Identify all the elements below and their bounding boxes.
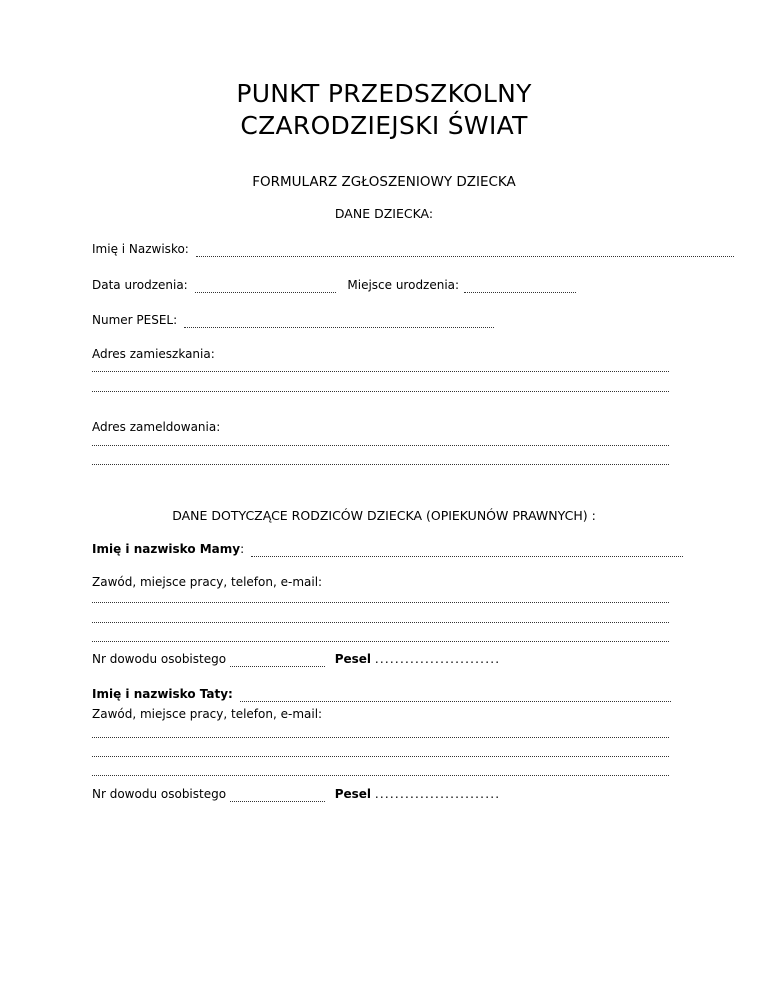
father-work-label: Zawód, miejsce pracy, telefon, e-mail: [92,707,323,721]
child-pesel-field[interactable] [184,315,494,328]
birth-date-field[interactable] [195,280,336,293]
birth-place-field[interactable] [464,280,576,293]
father-id-row [92,786,500,802]
mother-name-row: Imię i nazwisko Mamy: [92,541,683,557]
page-title-line1: PUNKT PRZEDSZKOLNY [236,79,532,108]
mother-pesel-field[interactable]: ......................... [374,652,501,666]
father-work-field-line2[interactable] [92,754,669,757]
father-work-field-line3[interactable] [92,773,669,776]
father-name-label: Imię i nazwisko Taty: [92,687,233,701]
father-pesel-label: Pesel [334,787,372,801]
address-field-line1[interactable] [92,369,669,372]
address-label: Adres zamieszkania: [92,347,215,361]
page-title-line2: CZARODZIEJSKI ŚWIAT [240,111,528,140]
father-name-field[interactable] [240,689,671,702]
father-id-field[interactable] [230,789,325,802]
address-field-line2[interactable] [92,389,669,392]
father-id-label: Nr dowodu osobistego [92,787,227,801]
child-name-label: Imię i Nazwisko: [92,242,189,256]
father-name-row [92,686,671,702]
mother-work-label: Zawód, miejsce pracy, telefon, e-mail: [92,575,323,589]
registered-address-field-line1[interactable] [92,443,669,446]
registered-address-label: Adres zameldowania: [92,420,221,434]
father-pesel-field[interactable]: ......................... [374,787,501,801]
child-pesel-label: Numer PESEL: [92,313,178,327]
parents-section-title: DANE DOTYCZĄCE RODZICÓW DZIECKA (OPIEKUNÓW PRAWNYCH) : [172,508,596,523]
mother-id-label: Nr dowodu osobistego [92,652,227,666]
mother-pesel-label: Pesel [334,652,372,666]
birth-date-label: Data urodzenia: [92,278,188,292]
form-title: FORMULARZ ZGŁOSZENIOWY DZIECKA [252,174,516,190]
child-name-field[interactable] [196,244,734,257]
mother-name-label: Imię i nazwisko Mamy [92,542,241,556]
mother-name-field[interactable] [251,544,683,557]
mother-id-field[interactable] [230,654,325,667]
birth-row [92,277,576,293]
mother-work-field-line3[interactable] [92,639,669,642]
pesel-row [92,312,494,328]
child-section-title: DANE DZIECKA: [334,206,434,221]
father-work-field-line1[interactable] [92,735,669,738]
mother-work-field-line2[interactable] [92,620,669,623]
child-name-row [92,241,734,257]
mother-id-row [92,651,500,667]
registered-address-field-line2[interactable] [92,462,669,465]
mother-work-field-line1[interactable] [92,600,669,603]
birth-place-label: Miejsce urodzenia: [347,278,460,292]
